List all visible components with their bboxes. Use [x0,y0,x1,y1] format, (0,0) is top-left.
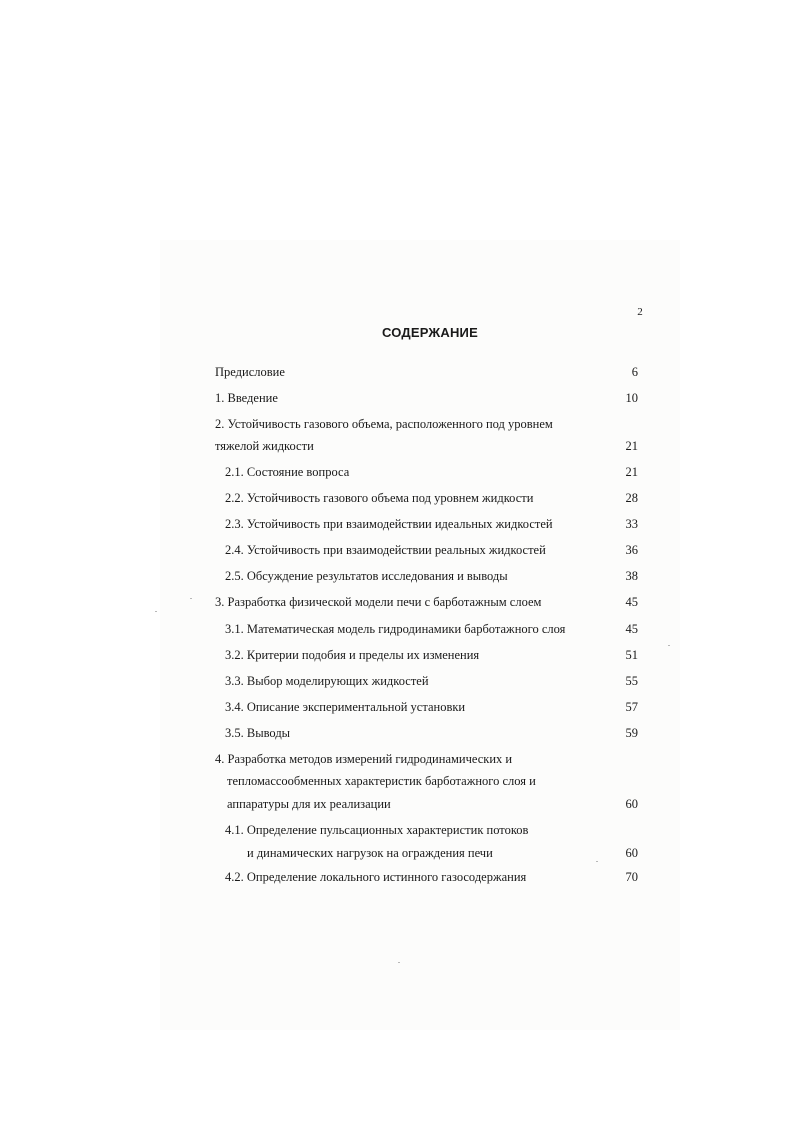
toc-entry-chapter-4-cont: тепломассообменных характеристик барботажного слоя и [227,774,536,788]
toc-entry-section-2-1: 2.1. Состояние вопроса [225,465,350,479]
toc-page-number: 45 [625,622,638,636]
toc-entry-section-4-1-cont: и динамических нагрузок на ограждения печи [247,846,493,860]
toc-entry-section-2-4: 2.4. Устойчивость при взаимодействии реальных жидкостей [225,543,546,557]
toc-page-number: 28 [625,491,638,505]
toc-entry-chapter-4-cont: аппаратуры для их реализации [227,797,391,811]
toc-page-number: 45 [625,595,638,609]
toc-entry-section-3-1: 3.1. Математическая модель гидродинамики барботажного слоя [225,622,566,636]
scan-speck [398,962,400,963]
toc-page-number: 21 [625,465,638,479]
toc-entry-section-2-2: 2.2. Устойчивость газового объема под уровнем жидкости [225,491,534,505]
toc-page-number: 36 [625,543,638,557]
toc-page-number: 38 [625,569,638,583]
toc-entry-chapter-1: 1. Введение [215,391,278,405]
toc-entry-section-3-2: 3.2. Критерии подобия и пределы их изменения [225,648,480,662]
toc-entry-section-3-3: 3.3. Выбор моделирующих жидкостей [225,674,429,688]
toc-page-number: 6 [631,365,638,379]
toc-entry-section-2-5: 2.5. Обсуждение результатов исследования и выводы [225,569,508,583]
page-title: СОДЕРЖАНИЕ [382,325,478,340]
scan-speck [155,611,157,612]
toc-entry-section-2-3: 2.3. Устойчивость при взаимодействии идеальных жидкостей [225,517,553,531]
toc-entry-chapter-3: 3. Разработка физической модели печи с барботажным слоем [215,595,542,609]
toc-page-number: 33 [625,517,638,531]
toc-page-number: 57 [625,700,638,714]
toc-entry-section-3-5: 3.5. Выводы [225,726,291,740]
toc-page-number: 70 [625,870,638,884]
toc-entry-chapter-2-cont: тяжелой жидкости [215,439,314,453]
scan-speck [668,645,670,646]
toc-page-number: 60 [625,846,638,860]
toc-page-number: 10 [625,391,638,405]
page-number: 2 [637,306,643,318]
toc-entry-preface: Предисловие [215,365,285,379]
toc-entry-section-3-4: 3.4. Описание экспериментальной установки [225,700,466,714]
toc-entry-section-4-1: 4.1. Определение пульсационных характеристик потоков [225,823,529,837]
toc-page-number: 21 [625,439,638,453]
toc-page-number: 59 [625,726,638,740]
toc-entry-chapter-4: 4. Разработка методов измерений гидродинамических и [215,752,513,766]
toc-entry-chapter-2: 2. Устойчивость газового объема, расположенного под уровнем [215,417,553,431]
toc-page-number: 60 [625,797,638,811]
toc-page-number: 55 [625,674,638,688]
toc-entry-section-4-2: 4.2. Определение локального истинного газосодержания [225,870,527,884]
toc-page-number: 51 [625,648,638,662]
scan-speck [596,861,598,862]
scan-speck [190,598,192,599]
